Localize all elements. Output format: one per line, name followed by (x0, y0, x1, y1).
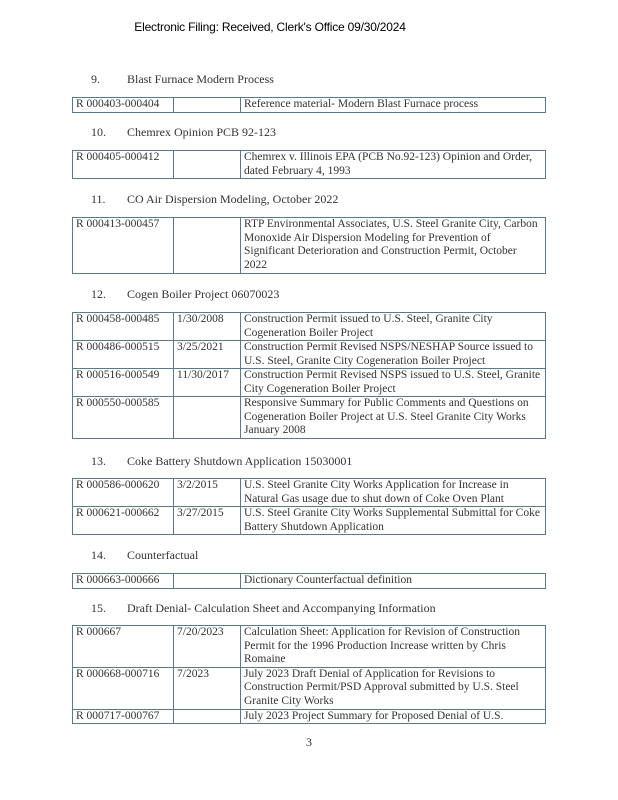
record-table (72, 573, 546, 589)
table-row (73, 667, 546, 709)
record-description-cell: Dictionary Counterfactual definition (241, 574, 546, 589)
table-row (73, 98, 546, 113)
table-row (73, 574, 546, 589)
record-range-cell: R 000663-000666 (73, 574, 174, 589)
record-range-cell: R 000458-000485 (73, 313, 174, 341)
record-date-cell: 11/30/2017 (174, 369, 241, 397)
section-heading (91, 454, 352, 469)
record-date-cell: 7/2023 (174, 667, 241, 709)
record-date-cell: 3/27/2015 (174, 507, 241, 535)
record-date-cell: 1/30/2008 (174, 313, 241, 341)
section-title: CO Air Dispersion Modeling, October 2022 (127, 192, 339, 206)
record-description-cell: RTP Environmental Associates, U.S. Steel Granite City, Carbon Monoxide Air Dispersion Modeling for Prevention of Significant Deterioration and Construction Permit, October 2022 (241, 218, 546, 274)
record-date-cell (174, 397, 241, 439)
table-row (73, 369, 546, 397)
section-heading (91, 192, 338, 207)
record-range-cell: R 000586-000620 (73, 479, 174, 507)
record-description-cell: Responsive Summary for Public Comments and Questions on Cogeneration Boiler Project at U.S. Steel Granite City Works January 2008 (241, 397, 546, 439)
section-heading (91, 601, 436, 616)
table-row (73, 507, 546, 535)
table-row (73, 218, 546, 274)
table-row (73, 313, 546, 341)
record-description-cell: Calculation Sheet: Application for Revision of Construction Permit for the 1996 Production Increase written by Chris Romaine (241, 626, 546, 668)
record-table (72, 217, 546, 274)
record-table (72, 312, 546, 439)
section-number: 10. (91, 125, 106, 139)
record-range-cell: R 000550-000585 (73, 397, 174, 439)
page-number: 3 (306, 735, 312, 749)
record-date-cell (174, 98, 241, 113)
record-range-cell: R 000717-000767 (73, 709, 174, 724)
record-date-cell: 3/25/2021 (174, 341, 241, 369)
section-title: Coke Battery Shutdown Application 15030001 (127, 454, 353, 468)
record-range-cell: R 000516-000549 (73, 369, 174, 397)
section-heading (91, 548, 198, 563)
section-number: 14. (91, 548, 106, 562)
record-range-cell: R 000486-000515 (73, 341, 174, 369)
record-table (72, 478, 546, 535)
record-description-cell: U.S. Steel Granite City Works Application for Increase in Natural Gas usage due to shut down of Coke Oven Plant (241, 479, 546, 507)
section-title: Draft Denial- Calculation Sheet and Accompanying Information (127, 601, 436, 615)
record-description-cell: July 2023 Draft Denial of Application for Revisions to Construction Permit/PSD Approval submitted by U.S. Steel Granite City Works (241, 667, 546, 709)
section-number: 12. (91, 287, 106, 301)
section-heading (91, 72, 274, 87)
record-description-cell: Construction Permit Revised NSPS issued to U.S. Steel, Granite City Cogeneration Boiler Project (241, 369, 546, 397)
record-date-cell (174, 151, 241, 179)
record-date-cell (174, 709, 241, 724)
record-table (72, 625, 546, 724)
section-title: Counterfactual (127, 548, 199, 562)
table-row (73, 626, 546, 668)
section-heading (91, 125, 276, 140)
record-range-cell: R 000621-000662 (73, 507, 174, 535)
record-date-cell (174, 218, 241, 274)
record-range-cell: R 000403-000404 (73, 98, 174, 113)
record-table (72, 97, 546, 113)
section-number: 9. (91, 72, 100, 86)
electronic-filing-header: Electronic Filing: Received, Clerk's Office 09/30/2024 (134, 20, 406, 34)
section-title: Blast Furnace Modern Process (127, 72, 274, 86)
table-row (73, 397, 546, 439)
record-range-cell: R 000668-000716 (73, 667, 174, 709)
section-number: 15. (91, 601, 106, 615)
record-description-cell: Chemrex v. Illinois EPA (PCB No.92-123) Opinion and Order, dated February 4, 1993 (241, 151, 546, 179)
record-description-cell: Construction Permit Revised NSPS/NESHAP Source issued to U.S. Steel, Granite City Cogeneration Boiler Project (241, 341, 546, 369)
record-description-cell: Construction Permit issued to U.S. Steel, Granite City Cogeneration Boiler Project (241, 313, 546, 341)
record-date-cell (174, 574, 241, 589)
table-row (73, 341, 546, 369)
record-range-cell: R 000667 (73, 626, 174, 668)
section-title: Chemrex Opinion PCB 92-123 (127, 125, 276, 139)
record-description-cell: Reference material- Modern Blast Furnace process (241, 98, 546, 113)
section-number: 13. (91, 454, 106, 468)
table-row (73, 151, 546, 179)
section-heading (91, 287, 279, 302)
table-row (73, 479, 546, 507)
record-date-cell: 3/2/2015 (174, 479, 241, 507)
record-table (72, 150, 546, 179)
section-title: Cogen Boiler Project 06070023 (127, 287, 280, 301)
table-row (73, 709, 546, 724)
record-range-cell: R 000413-000457 (73, 218, 174, 274)
record-date-cell: 7/20/2023 (174, 626, 241, 668)
record-range-cell: R 000405-000412 (73, 151, 174, 179)
record-description-cell: July 2023 Project Summary for Proposed Denial of U.S. (241, 709, 546, 724)
section-number: 11. (91, 192, 106, 206)
record-description-cell: U.S. Steel Granite City Works Supplemental Submittal for Coke Battery Shutdown Application (241, 507, 546, 535)
